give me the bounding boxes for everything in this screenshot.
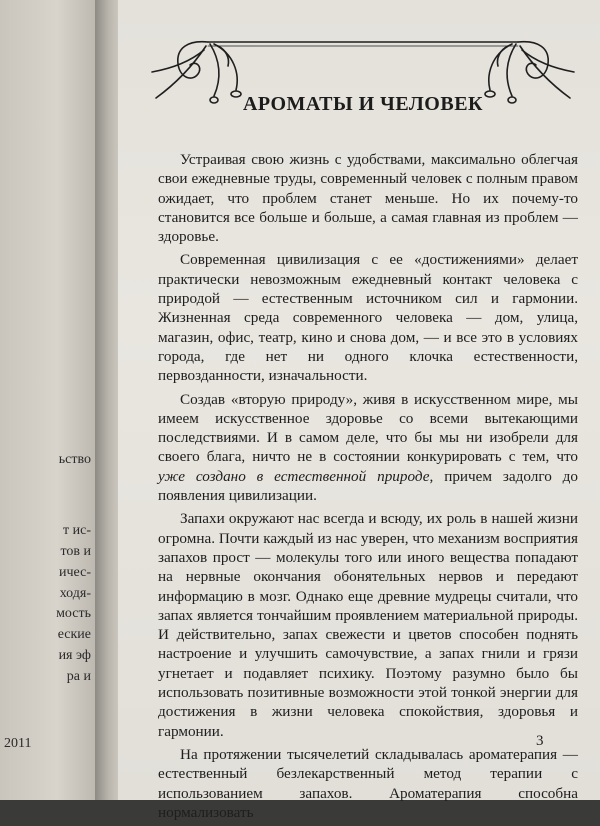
facing-left-page (0, 0, 95, 800)
left-page-line: ичес- (59, 565, 91, 580)
left-page-line: тов и (60, 544, 91, 559)
italic-emphasis: уже создано в естественной природе (158, 467, 430, 485)
left-page-line: ия эф (58, 648, 91, 663)
chapter-title: АРОМАТЫ И ЧЕЛОВЕК (242, 93, 484, 115)
paragraph-text: Создав «вторую природу», живя в искусственном мире, мы имеем искусственное здоровье со всеми вытекающими последствиями. И в самом деле, что бы мы ни изобрели для своего блага, ничто не в состоянии конкурировать с тем, что (158, 390, 578, 466)
paragraph: На протяжении тысячелетий складывалась ароматерапия — естественный безлекарственный метод терапии с использованием запахов. Ароматерапия способна нормализовать (158, 745, 578, 821)
paragraph-text: , причем задолго до появления цивилизации. (158, 467, 579, 505)
left-page-line: ра и (66, 669, 91, 684)
left-page-line: т ис- (63, 523, 91, 538)
left-page-year: 2011 (4, 736, 32, 751)
left-page-line: ходя- (59, 586, 91, 601)
left-page-line: мость (56, 606, 91, 621)
page-body (158, 150, 578, 826)
paragraph (158, 390, 578, 506)
page-number: 3 (536, 733, 544, 749)
left-page-line: еские (57, 627, 91, 642)
paragraph: Современная цивилизация с ее «достижениями» делает практически невозможным ежедневный контакт человека с природой — естественным источником сил и гармонии. Жизненная среда современного человека — дом, улица, магазин, офис, театр, кино и снова дом, — и все это в условиях города, где нет ни одного клочка естественности, первозданности, изначальности. (158, 251, 578, 385)
book-page (118, 0, 600, 821)
paragraph: Устраивая свою жизнь с удобствами, максимально облегчая свои ежедневные труды, современный человек с полным правом ожидает, что проблем станет меньше. Но их почему-то становится все больше и больше, а самая главная из проблем — здоровье. (158, 151, 578, 246)
paragraph: Запахи окружают нас всегда и всюду, их роль в нашей жизни огромна. Почти каждый из нас уверен, что механизм восприятия запахов прост — молекулы того или иного вещества попадают на нервные окончания обонятельных нервов и передают информацию в мозг. Однако еще древние мудрецы считали, что запах является тончайшим проявлением материальной природы. И действительно, запах свежести и цветов способен поднять настроение и улучшить самочувствие, а запах гнили и грязи угнетает и подавляет психику. Поэтому разумно было бы использовать позитивные возможности этой тонкой энергии для достижения в жизни человека спокойствия, здоровья и гармонии. (158, 510, 578, 740)
left-page-line: ьство (58, 452, 91, 467)
